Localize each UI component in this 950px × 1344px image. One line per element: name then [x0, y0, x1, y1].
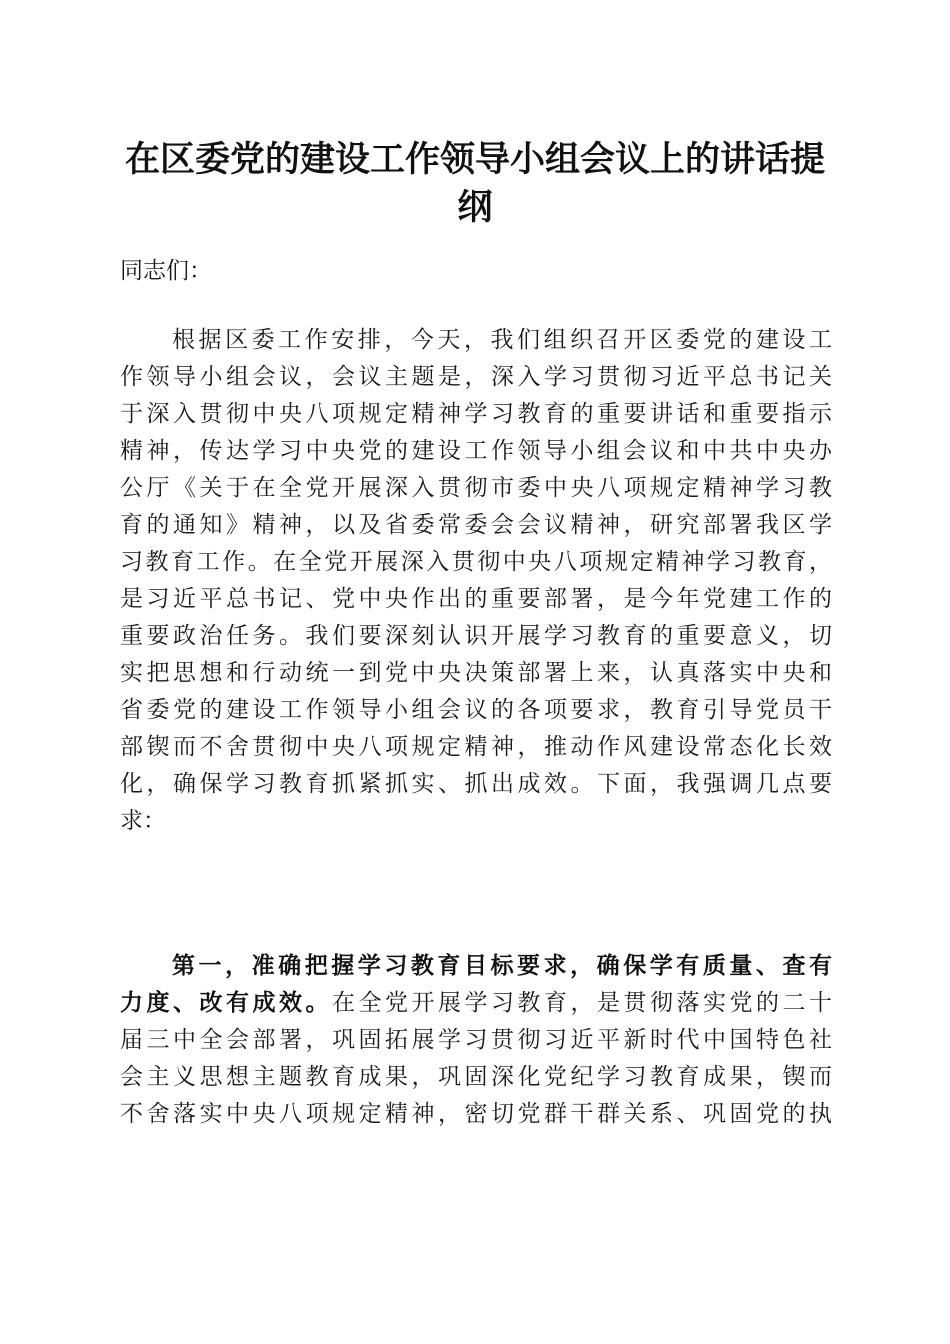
paragraph-line: 不舍落实中央八项规定精神，密切党群干群关系、巩固党的执 [120, 1101, 832, 1127]
paragraph-line: 根据区委工作安排，今天，我们组织召开区委党的建设工 [172, 327, 832, 353]
section-heading-tail: 力度、改有成效。 [120, 990, 332, 1016]
paragraph-line: 实把思想和行动统一到党中央决策部署上来，认真落实中央和 [120, 660, 832, 686]
paragraph-line: 化，确保学习教育抓紧抓实、抓出成效。下面，我强调几点要 [120, 771, 832, 797]
paragraph-line: 重要政治任务。我们要深刻认识开展学习教育的重要意义，切 [120, 623, 832, 649]
paragraph-line: 育的通知》精神，以及省委常委会会议精神，研究部署我区学 [120, 512, 832, 538]
paragraph-line: 公厅《关于在全党开展深入贯彻市委中央八项规定精神学习教 [120, 475, 832, 501]
paragraph-line: 部锲而不舍贯彻中央八项规定精神，推动作风建设常态化长效 [120, 734, 832, 760]
paragraph-line: 会主义思想主题教育成果，巩固深化党纪学习教育成果，锲而 [120, 1064, 832, 1090]
section-heading-line: 第一，准确把握学习教育目标要求，确保学有质量、查有 [172, 953, 832, 979]
document-title [100, 136, 850, 232]
paragraph-2 [120, 948, 832, 1133]
paragraph-text: 在全党开展学习教育，是贯彻落实党的二十 [332, 990, 832, 1016]
paragraph-line: 求： [120, 808, 166, 834]
paragraph-line [120, 985, 832, 1022]
paragraph-1 [120, 322, 832, 840]
paragraph-line: 届三中全会部署，巩固拓展学习贯彻习近平新时代中国特色社 [120, 1027, 832, 1053]
title-line-1: 在区委党的建设工作领导小组会议上的讲话提 [124, 139, 825, 180]
greeting: 同志们： [120, 258, 212, 284]
paragraph-line: 是习近平总书记、党中央作出的重要部署，是今年党建工作的 [120, 586, 832, 612]
paragraph-line: 省委党的建设工作领导小组会议的各项要求，教育引导党员干 [120, 697, 832, 723]
paragraph-line: 习教育工作。在全党开展深入贯彻中央八项规定精神学习教育， [120, 549, 832, 575]
paragraph-line: 作领导小组会议，会议主题是，深入学习贯彻习近平总书记关 [120, 364, 832, 390]
paragraph-line: 精神，传达学习中央党的建设工作领导小组会议和中共中央办 [120, 438, 832, 464]
title-line-2: 纲 [457, 187, 493, 228]
paragraph-line: 于深入贯彻中央八项规定精神学习教育的重要讲话和重要指示 [120, 401, 832, 427]
